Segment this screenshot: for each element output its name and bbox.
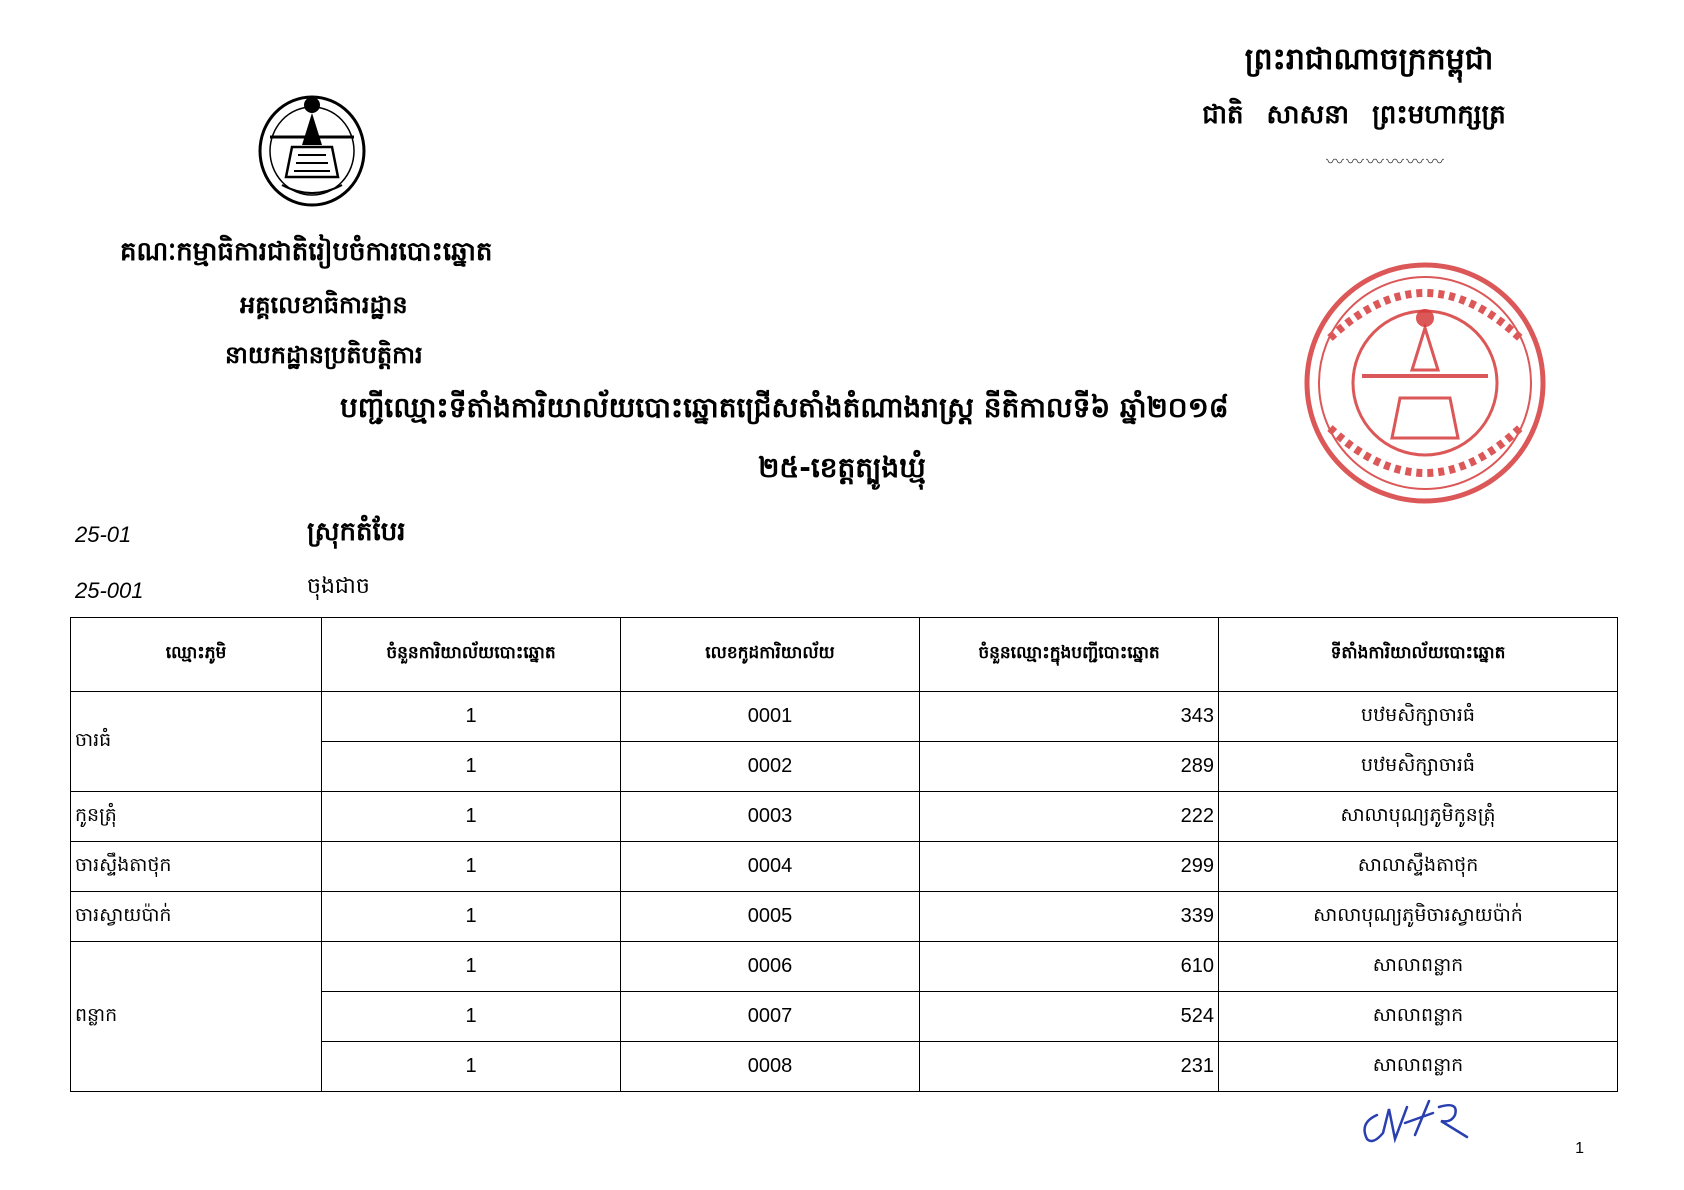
table-row (71, 792, 1618, 842)
commune-name: ចុងជាច (307, 574, 370, 599)
polling-station-table (70, 617, 1618, 1092)
village-cell: ចារស្ទឹងតាថុក (71, 842, 322, 892)
office-count-cell: 1 (322, 692, 621, 742)
location-cell: សាលាបុណ្យភូមិកូនត្រុំ (1219, 792, 1618, 842)
village-cell: ចារស្វាយប៉ាក់ (71, 892, 322, 942)
department-name: នាយកដ្ឋានប្រតិបត្តិការ (225, 341, 423, 369)
commune-code: 25-001 (75, 578, 144, 603)
location-cell: សាលាពន្លាក (1219, 992, 1618, 1042)
registered-cell: 299 (920, 842, 1219, 892)
office-count-cell: 1 (322, 892, 621, 942)
national-motto: ជាតិ សាសនា ព្រះមហាក្សត្រ (1202, 100, 1506, 130)
kingdom-title: ព្រះរាជាណាចក្រកម្ពុជា (1244, 42, 1494, 77)
registered-cell: 343 (920, 692, 1219, 742)
official-seal-icon (1300, 258, 1550, 508)
location-cell: សាលាបុណ្យភូមិចារស្វាយប៉ាក់ (1219, 892, 1618, 942)
location-cell: បឋមសិក្សាចារធំ (1219, 742, 1618, 792)
table-header-row (71, 618, 1618, 692)
header-registered: ចំនួនឈ្មោះក្នុងបញ្ជីបោះឆ្នោត (920, 618, 1219, 692)
village-cell: កូនត្រុំ (71, 792, 322, 842)
province-title: ២៥-ខេត្តត្បូងឃ្មុំ (758, 451, 926, 484)
table-row (71, 842, 1618, 892)
office-count-cell: 1 (322, 742, 621, 792)
location-cell: បឋមសិក្សាចារធំ (1219, 692, 1618, 742)
district-code: 25-01 (75, 522, 132, 547)
office-code-cell: 0007 (621, 992, 920, 1042)
secretariat-name: អគ្គលេខាធិការដ្ឋាន (240, 291, 408, 319)
registered-cell: 222 (920, 792, 1219, 842)
registered-cell: 289 (920, 742, 1219, 792)
page-number: 1 (1575, 1140, 1584, 1157)
table-row (71, 892, 1618, 942)
signature-icon (1355, 1095, 1495, 1150)
table-row (71, 692, 1618, 742)
office-code-cell: 0001 (621, 692, 920, 742)
office-code-cell: 0008 (621, 1042, 920, 1092)
location-cell: សាលាពន្លាក (1219, 942, 1618, 992)
district-name: ស្រុកតំបែរ (307, 517, 406, 547)
registered-cell: 231 (920, 1042, 1219, 1092)
office-code-cell: 0003 (621, 792, 920, 842)
document-title: បញ្ជីឈ្មោះទីតាំងការិយាល័យបោះឆ្នោតជ្រើសតាំងតំណាងរាស្ត្រ នីតិកាលទី៦ ឆ្នាំ២០១៨ (340, 391, 1229, 424)
nec-emblem-icon (252, 85, 372, 210)
header-location: ទីតាំងការិយាល័យបោះឆ្នោត (1219, 618, 1618, 692)
location-cell: សាលាស្ទឹងតាថុក (1219, 842, 1618, 892)
committee-name: គណៈកម្មាធិការជាតិរៀបចំការបោះឆ្នោត (120, 237, 493, 267)
office-count-cell: 1 (322, 842, 621, 892)
office-count-cell: 1 (322, 992, 621, 1042)
office-code-cell: 0005 (621, 892, 920, 942)
location-cell: សាលាពន្លាក (1219, 1042, 1618, 1092)
office-count-cell: 1 (322, 942, 621, 992)
village-cell: ពន្លាក (71, 942, 322, 1092)
registered-cell: 524 (920, 992, 1219, 1042)
office-code-cell: 0006 (621, 942, 920, 992)
office-code-cell: 0004 (621, 842, 920, 892)
registered-cell: 339 (920, 892, 1219, 942)
village-cell: ចារធំ (71, 692, 322, 792)
office-count-cell: 1 (322, 1042, 621, 1092)
header-ornament: 〰〰〰〰〰〰 (1326, 152, 1446, 173)
registered-cell: 610 (920, 942, 1219, 992)
header-office-count: ចំនួនការិយាល័យបោះឆ្នោត (322, 618, 621, 692)
header-office-code: លេខកូដការិយាល័យ (621, 618, 920, 692)
office-count-cell: 1 (322, 792, 621, 842)
table-row (71, 942, 1618, 992)
header-village: ឈ្មោះភូមិ (71, 618, 322, 692)
office-code-cell: 0002 (621, 742, 920, 792)
